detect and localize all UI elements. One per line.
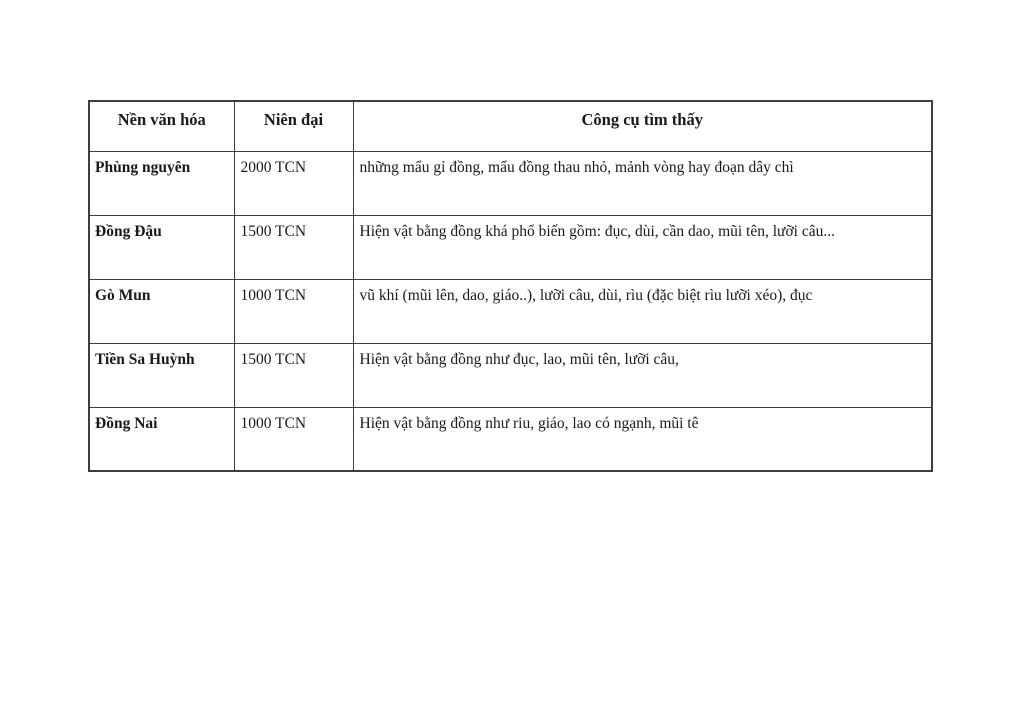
cell-tools: vũ khí (mũi lên, dao, giáo..), lưỡi câu, dùi, rìu (đặc biệt rìu lưỡi xéo), đục (353, 279, 932, 343)
table-row (89, 215, 932, 279)
cell-date: 1500 TCN (234, 215, 353, 279)
cell-date: 2000 TCN (234, 151, 353, 215)
cell-date: 1500 TCN (234, 343, 353, 407)
header-culture: Nền văn hóa (89, 101, 234, 151)
table-row (89, 343, 932, 407)
cell-culture: Gò Mun (89, 279, 234, 343)
cell-culture: Tiền Sa Huỳnh (89, 343, 234, 407)
table-row (89, 151, 932, 215)
header-date: Niên đại (234, 101, 353, 151)
table-header-row (89, 101, 932, 151)
cell-date: 1000 TCN (234, 279, 353, 343)
cell-tools: Hiện vật bằng đồng như đục, lao, mũi tên, lưỡi câu, (353, 343, 932, 407)
cultures-table (88, 100, 933, 472)
cell-culture: Đồng Nai (89, 407, 234, 471)
table-row (89, 407, 932, 471)
header-tools: Công cụ tìm thấy (353, 101, 932, 151)
table-row (89, 279, 932, 343)
cell-tools: những mẩu gỉ đồng, mẩu đồng thau nhỏ, mảnh vòng hay đoạn dây chì (353, 151, 932, 215)
cell-culture: Đồng Đậu (89, 215, 234, 279)
cell-date: 1000 TCN (234, 407, 353, 471)
cell-culture: Phùng nguyên (89, 151, 234, 215)
cell-tools: Hiện vật bằng đồng như riu, giáo, lao có ngạnh, mũi tê (353, 407, 932, 471)
cell-tools: Hiện vật bằng đồng khá phổ biến gồm: đục, dùi, cần dao, mũi tên, lưỡi câu... (353, 215, 932, 279)
